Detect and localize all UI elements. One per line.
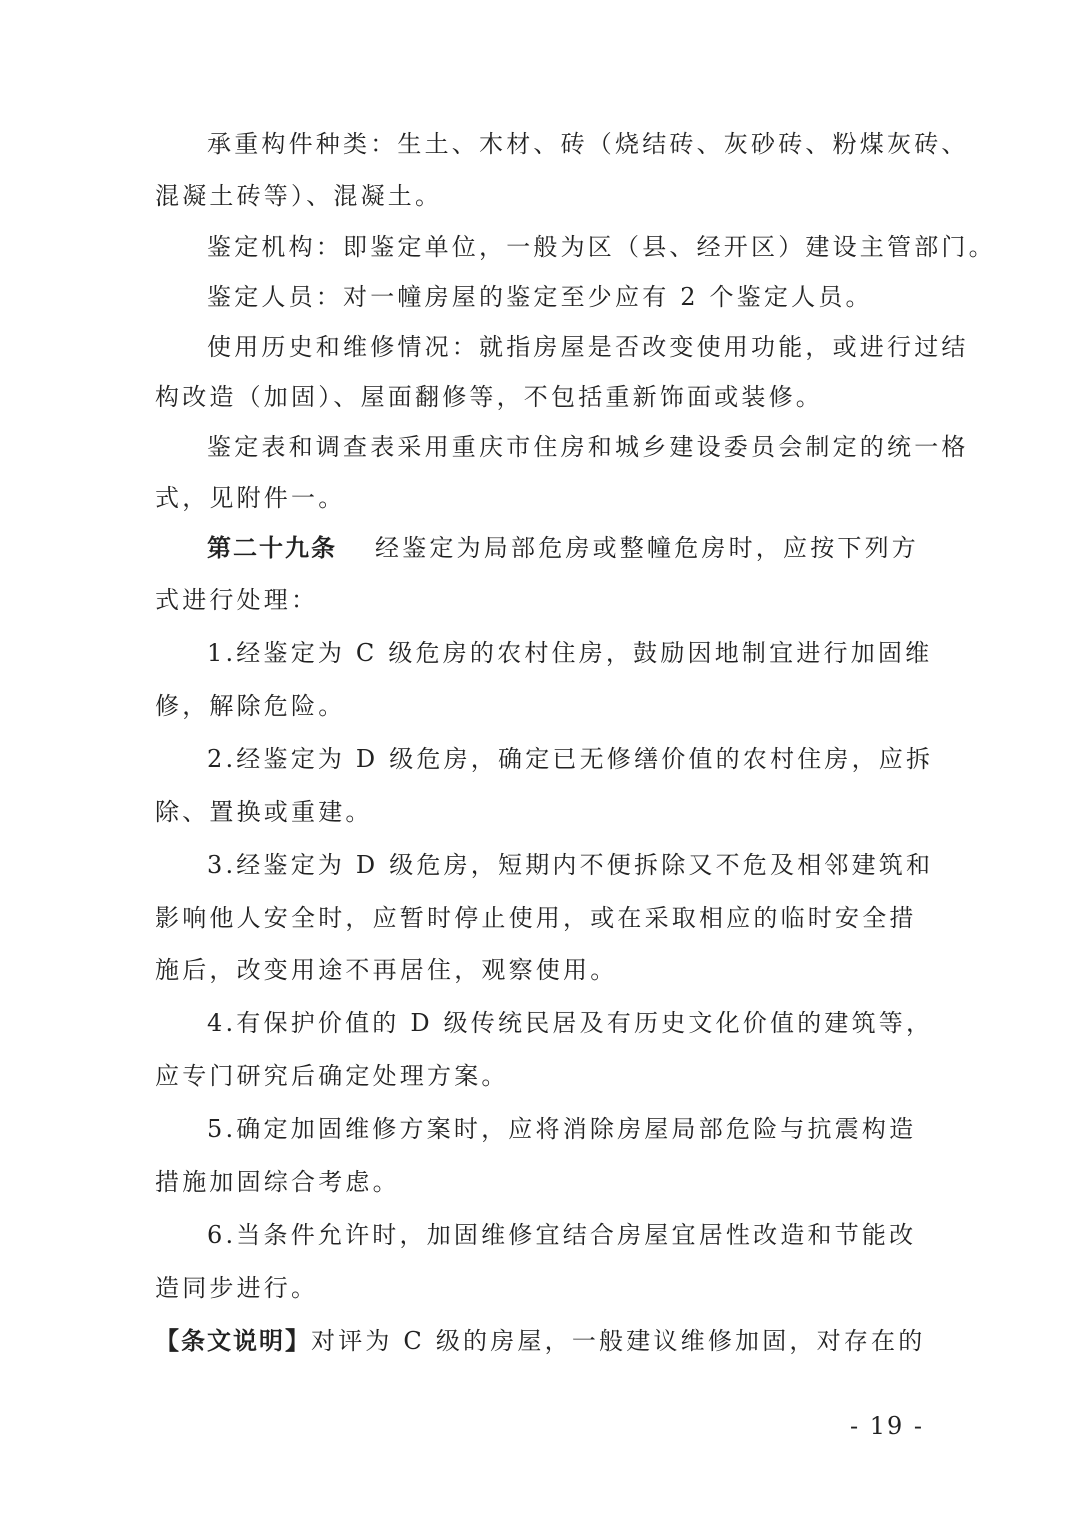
note-text: 对评为 C 级的房屋，一般建议维修加固，对存在的 (311, 1327, 926, 1355)
article-title: 第二十九条 (207, 533, 337, 562)
paragraph-line: 鉴定机构：即鉴定单位，一般为区（县、经开区）建设主管部门。 (207, 233, 996, 261)
list-item-line: 2.经鉴定为 D 级危房，确定已无修缮价值的农村住房，应拆 (207, 745, 934, 773)
paragraph-line: 式，见附件一。 (155, 484, 346, 512)
paragraph-line: 承重构件种类：生土、木材、砖（烧结砖、灰砂砖、粉煤灰砖、 (207, 130, 969, 158)
list-item-line: 应专门研究后确定处理方案。 (155, 1062, 509, 1090)
list-item-line: 措施加固综合考虑。 (155, 1168, 400, 1196)
list-item-line: 3.经鉴定为 D 级危房，短期内不便拆除又不危及相邻建筑和 (207, 851, 934, 879)
article-heading-line (207, 532, 925, 564)
note-line (155, 1325, 925, 1357)
list-item-line: 1.经鉴定为 C 级危房的农村住房，鼓励因地制宜进行加固维 (207, 639, 933, 667)
paragraph-line: 鉴定表和调查表采用重庆市住房和城乡建设委员会制定的统一格 (207, 433, 969, 461)
note-label: 【条文说明】 (155, 1326, 311, 1355)
article-text: 经鉴定为局部危房或整幢危房时，应按下列方 (375, 534, 919, 562)
list-item-line: 6.当条件允许时，加固维修宜结合房屋宜居性改造和节能改 (207, 1221, 917, 1249)
list-item-line: 造同步进行。 (155, 1274, 319, 1302)
paragraph-line: 构改造（加固）、屋面翻修等，不包括重新饰面或装修。 (155, 383, 823, 411)
paragraph-line: 式进行处理： (155, 586, 319, 614)
paragraph-line: 混凝土砖等）、混凝土。 (155, 182, 443, 210)
list-item-line: 5.确定加固维修方案时，应将消除房屋局部危险与抗震构造 (207, 1115, 917, 1143)
list-item-line: 影响他人安全时，应暂时停止使用，或在采取相应的临时安全措 (155, 904, 917, 932)
page-number: - 19 - (849, 1412, 924, 1440)
paragraph-line: 鉴定人员：对一幢房屋的鉴定至少应有 2 个鉴定人员。 (207, 283, 873, 311)
list-item-line: 施后，改变用途不再居住，观察使用。 (155, 956, 618, 984)
list-item-line: 除、置换或重建。 (155, 798, 373, 826)
list-item-line: 4.有保护价值的 D 级传统民居及有历史文化价值的建筑等， (207, 1009, 934, 1037)
list-item-line: 修，解除危险。 (155, 692, 346, 720)
paragraph-line: 使用历史和维修情况：就指房屋是否改变使用功能，或进行过结 (207, 333, 969, 361)
